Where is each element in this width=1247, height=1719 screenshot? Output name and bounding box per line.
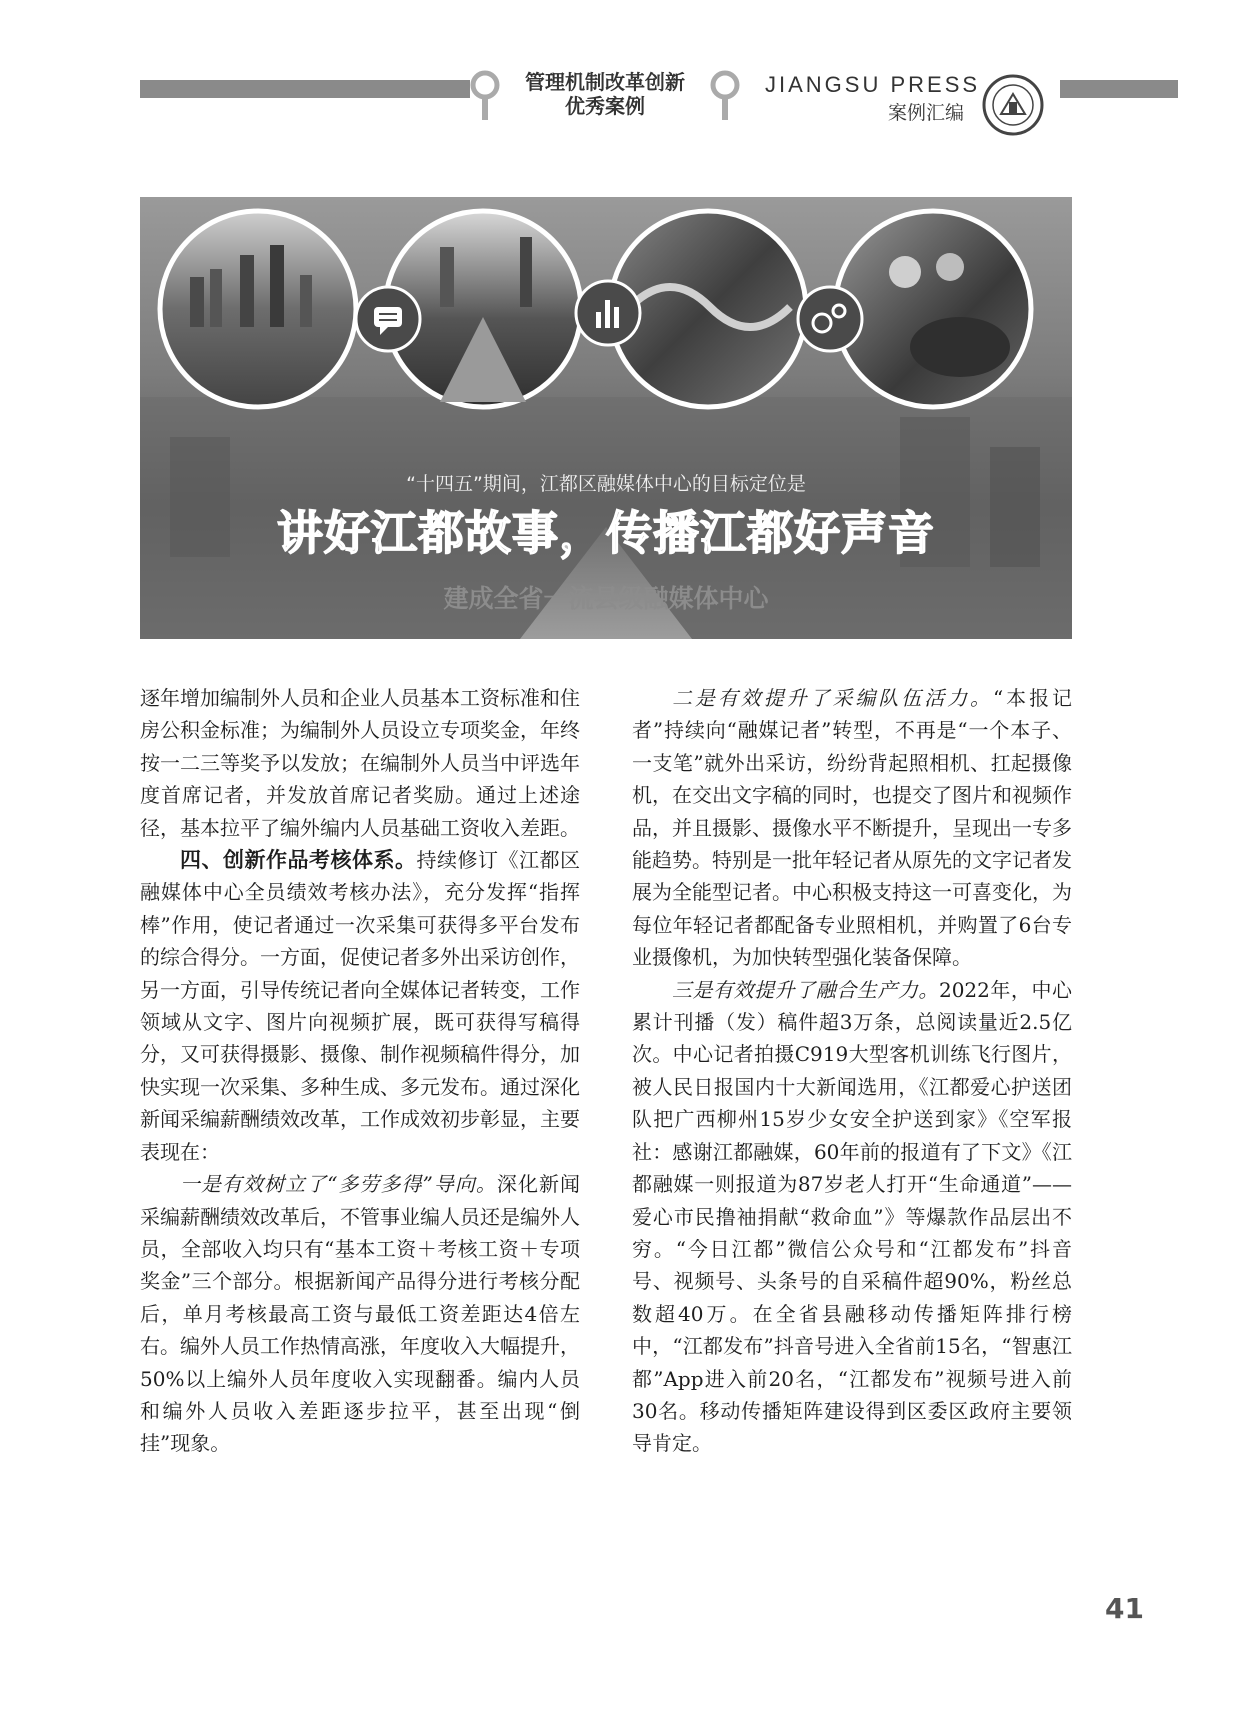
map-pin-icon — [470, 70, 500, 122]
banner-graphic — [140, 197, 1072, 639]
header-title-line2: 优秀案例 — [565, 94, 645, 118]
right-paragraph-2-lead: 三是有效提升了融合生产力。 — [672, 977, 939, 1002]
right-paragraph-1-body: “本报记者”持续向“融媒记者”转型，不再是“一个本子、一支笔”就外出采访，纷纷背起照相机、扛起摄像机，在交出文字稿的同时，也提交了图片和视频作品，并且摄影、摄像水平不断提升，呈现出一专多能趋势。特别是一批年轻记者从原先的文字记者发展为全能型记者。中心积极支持这一可喜变化，为每位年轻记者都配备专业照相机，并购置了6台专业摄像机，为加快转型强化装备保障。 — [632, 686, 1072, 970]
header-bar-right — [1060, 80, 1178, 98]
right-paragraph-2 — [632, 974, 1072, 1460]
header-bar-left — [140, 80, 470, 98]
press-name: JIANGSU PRESS — [765, 72, 981, 97]
right-column — [632, 682, 1072, 1460]
comment-icon — [356, 287, 420, 351]
bar-chart-icon — [576, 281, 640, 345]
header-title-line1: 管理机制改革创新 — [525, 70, 685, 94]
left-paragraph-2-body: 持续修订《江都区融媒体中心全员绩效考核办法》，充分发挥“指挥棒”作用，使记者通过一次采集可获得多平台发布的综合得分。一方面，促使记者多外出采访创作，另一方面，引导传统记者向全媒体记者转变，工作领域从文字、图片向视频扩展，既可获得写稿得分，又可获得摄影、摄像、制作视频稿件得分，加快实现一次采集、多种生成、多元发布。通过深化新闻采编薪酬绩效改革，工作成效初步彰显，主要表现在： — [140, 848, 580, 1164]
left-paragraph-2 — [140, 844, 580, 1168]
photo-circle-skyline — [160, 211, 356, 407]
press-subtitle: 案例汇编 — [888, 102, 965, 124]
gears-icon — [798, 287, 862, 351]
map-pin-icon — [710, 70, 740, 122]
right-paragraph-2-body: 2022年，中心累计刊播（发）稿件超3万条，总阅读量近2.5亿次。中心记者拍摄C919大型客机训练飞行图片，被人民日报国内十大新闻选用，《江都爱心护送团队把广西柳州15岁少女安全护送到家》《空军报社：感谢江都融媒，60年前的报道有了下文》《江都融媒一则报道为87岁老人打开“生命通道”——爱心市民撸袖捐献“救命血”》等爆款作品层出不穷。“今日江都”微信公众号和“江都发布”抖音号、视频号、头条号的自采稿件超90%，粉丝总数超40万。在全省县融移动传播矩阵排行榜中，“江都发布”抖音号进入全省前15名，“智惠江都”App进入前20名，“江都发布”视频号进入前30名。移动传播矩阵建设得到区委区政府主要领导肯定。 — [632, 977, 1073, 1456]
header-title — [505, 70, 705, 118]
left-paragraph-3-lead: 一是有效树立了“多劳多得”导向。 — [180, 1172, 497, 1197]
association-seal-icon — [982, 74, 1044, 136]
right-paragraph-1 — [632, 682, 1072, 974]
left-column — [140, 682, 580, 1460]
banner-goal: 建成全省一流县级融媒体中心 — [443, 584, 769, 613]
right-paragraph-1-lead: 二是有效提升了采编队伍活力。 — [672, 686, 993, 710]
left-paragraph-3 — [140, 1168, 580, 1460]
section-heading: 四、创新作品考核体系。 — [180, 848, 417, 873]
left-paragraph-3-body: 深化新闻采编薪酬绩效改革后，不管事业编人员还是编外人员，全部收入均只有“基本工资＋考核工资＋专项奖金”三个部分。根据新闻产品得分进行考核分配后，单月考核最高工资与最低工资差距达4倍左右。编外人员工作热情高涨，年度收入大幅提升，50%以上编外人员年度收入实现翻番。编内人员和编外人员收入差距逐步拉平，甚至出现“倒挂”现象。 — [140, 1172, 581, 1456]
banner-subtitle: “十四五”期间，江都区融媒体中心的目标定位是 — [406, 473, 806, 495]
banner-image — [140, 197, 1072, 639]
page-number: 41 — [1105, 1592, 1144, 1625]
photo-circle-crowd — [835, 211, 1031, 407]
left-paragraph-1: 逐年增加编制外人员和企业人员基本工资标准和住房公积金标准；为编制外人员设立专项奖金，年终按一二三等奖予以发放；在编制外人员当中评选年度首席记者，并发放首席记者奖励。通过上述途径，基本拉平了编外编内人员基础工资收入差距。 — [140, 686, 580, 840]
banner-main-title: 讲好江都故事，传播江都好声音 — [277, 506, 935, 560]
